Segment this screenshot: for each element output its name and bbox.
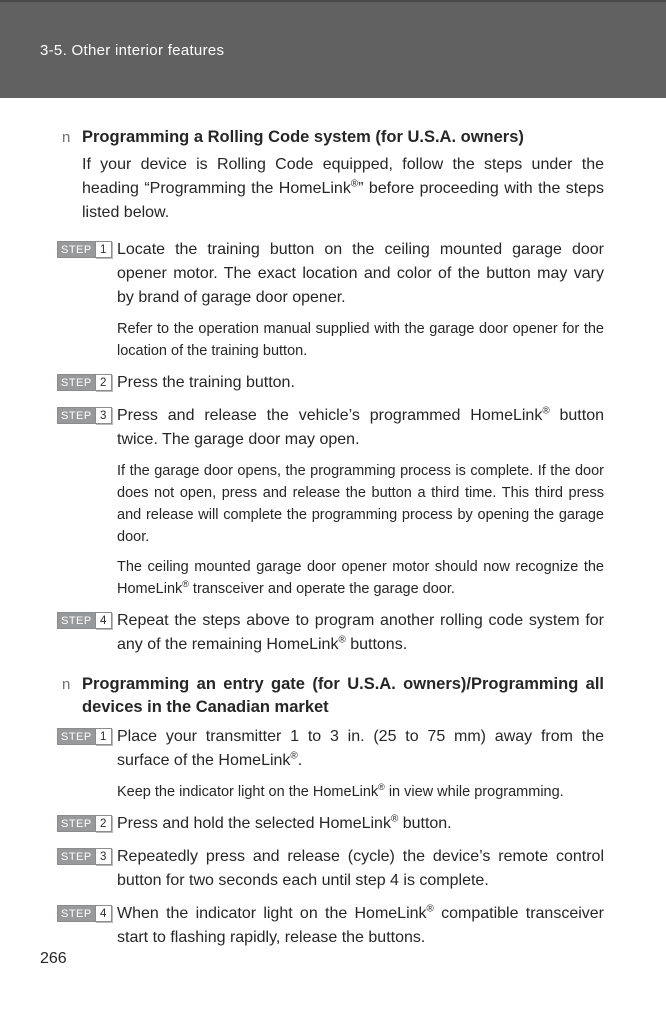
page-number: 266 [40,950,67,967]
section-heading-text: Programming a Rolling Code system (for U.S.A. owners) [82,128,524,146]
step-badge-number: 4 [95,905,112,922]
step-badge [57,612,117,629]
step-row [57,902,604,950]
step-body [117,845,604,893]
step-row [57,238,604,362]
step-body [117,238,604,362]
step-row [57,725,604,803]
step-body [117,902,604,950]
step-row [57,812,604,836]
section-header-bar [0,0,666,98]
step-badge [57,241,117,258]
step-badge-label: STEP [57,905,95,922]
step-row [57,845,604,893]
section-heading-rolling-code [57,126,604,149]
section-intro-paragraph: If your device is Rolling Code equipped, follow the steps under the heading “Programming the HomeLink®” before proceeding with the steps listed below. [82,156,605,221]
step-row [57,404,604,600]
step-badge [57,407,117,424]
step-body [117,609,604,657]
step-row [57,371,604,395]
step-body [117,725,604,803]
step-badge-number: 1 [95,728,112,745]
step-note: Refer to the operation manual supplied with the garage door opener for the location of the training button. [117,321,604,359]
step-text: Press and hold the selected HomeLink® button. [117,813,452,832]
step-note: If the garage door opens, the programming process is complete. If the door does not open, press and release the button a third time. This third press and release will complete the programming process by opening the garage door. [117,463,604,545]
step-badge-number: 4 [95,612,112,629]
step-note: The ceiling mounted garage door opener motor should now recognize the HomeLink® transceiver and operate the garage door. [117,559,604,597]
step-badge-number: 3 [95,407,112,424]
step-badge-label: STEP [57,848,95,865]
step-badge-number: 1 [95,241,112,258]
square-bullet-icon: n [62,129,71,146]
section-header-title: 3-5. Other interior features [40,41,225,59]
step-badge-label: STEP [57,407,95,424]
step-badge-label: STEP [57,241,95,258]
step-body [117,404,604,600]
step-badge-number: 3 [95,848,112,865]
page-content [0,98,666,959]
step-text: Press and release the vehicle’s programmed HomeLink® button twice. The garage door may open. [117,405,604,448]
step-body [117,371,604,395]
step-text: Locate the training button on the ceiling mounted garage door opener motor. The exact location and color of the button may vary by brand of garage door opener. [117,241,604,306]
step-badge [57,905,117,922]
step-note: Keep the indicator light on the HomeLink® in view while programming. [117,782,564,800]
step-badge [57,374,117,391]
step-badge [57,848,117,865]
step-badge [57,728,117,745]
step-badge-number: 2 [95,815,112,832]
step-body [117,812,604,836]
step-text: When the indicator light on the HomeLink® compatible transceiver start to flashing rapidly, release the buttons. [117,903,604,946]
section-heading-entry-gate [57,673,604,719]
square-bullet-icon: n [62,676,71,693]
step-badge-label: STEP [57,374,95,391]
step-text: Repeat the steps above to program another rolling code system for any of the remaining HomeLink® buttons. [117,612,604,653]
step-row [57,609,604,657]
step-text: Place your transmitter 1 to 3 in. (25 to 75 mm) away from the surface of the HomeLink®. [117,728,604,769]
step-badge-label: STEP [57,612,95,629]
step-badge [57,815,117,832]
step-text: Repeatedly press and release (cycle) the device’s remote control button for two seconds each until step 4 is complete. [117,848,604,889]
step-badge-label: STEP [57,815,95,832]
step-badge-label: STEP [57,728,95,745]
step-text: Press the training button. [117,374,295,391]
step-badge-number: 2 [95,374,112,391]
section-heading-text: Programming an entry gate (for U.S.A. owners)/Programming all devices in the Canadian market [82,675,604,716]
